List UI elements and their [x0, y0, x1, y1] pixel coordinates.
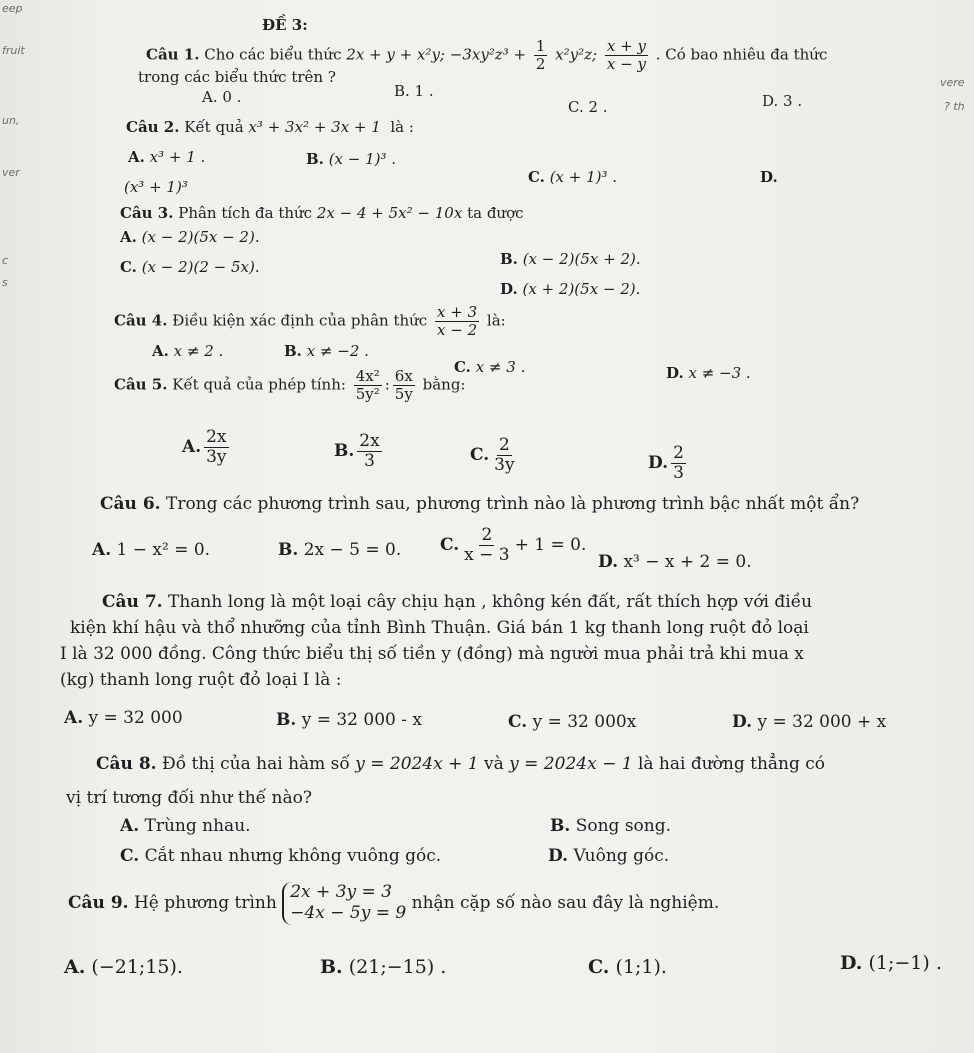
question-7: [102, 592, 812, 612]
equation: 2x + 3y = 3: [290, 882, 392, 902]
expression: x³ + 3x² + 3x + 1: [248, 118, 381, 136]
question-text: Điều kiện xác định của phân thức: [172, 311, 428, 330]
option-label: C.: [454, 358, 471, 376]
option-b[interactable]: [334, 432, 385, 471]
numerator: 2x: [359, 431, 380, 451]
option-value: x ≠ 2 .: [173, 342, 224, 360]
question-label: Câu 9.: [68, 892, 129, 913]
margin-note: s: [2, 276, 8, 289]
option-value: Vuông góc.: [573, 846, 670, 866]
margin-note: eep: [2, 2, 23, 15]
option-label: B.: [284, 342, 302, 360]
question-tail: là hai đường thẳng có: [637, 754, 826, 774]
option-a[interactable]: [64, 708, 183, 728]
question-text: Đồ thị của hai hàm số: [161, 754, 350, 774]
option-c[interactable]: [508, 712, 636, 732]
fraction: [393, 368, 415, 403]
equation-system: [282, 882, 406, 925]
option-b[interactable]: [278, 540, 401, 560]
equation: −4x − 5y = 9: [290, 903, 407, 924]
option-c[interactable]: C. 2 .: [568, 98, 608, 116]
option-a[interactable]: [120, 228, 260, 246]
question-label: Câu 7.: [102, 592, 163, 612]
question-label: Câu 6.: [100, 494, 161, 514]
option-label: C.: [508, 712, 528, 732]
question-text: Cho các biểu thức: [204, 45, 342, 64]
option-b[interactable]: B. 1 .: [394, 82, 434, 100]
option-value: y = 32 000 + x: [757, 712, 887, 732]
option-label: C.: [528, 168, 545, 186]
option-label: B.: [276, 710, 297, 730]
denominator: x − y: [606, 54, 646, 73]
option-a[interactable]: [120, 816, 251, 836]
option-value: (1;−1) .: [868, 952, 942, 974]
option-d[interactable]: D. 3 .: [762, 92, 803, 110]
question-5: [114, 368, 465, 403]
option-value: y = 32 000x: [532, 712, 637, 732]
option-value: Trùng nhau.: [144, 816, 251, 836]
option-value: x ≠ −3 .: [688, 364, 751, 382]
question-tail: là:: [486, 311, 506, 330]
fraction: [462, 526, 511, 565]
option-d[interactable]: [732, 712, 886, 732]
fraction: [534, 38, 548, 73]
option-label: D.: [760, 168, 778, 186]
question-text: Thanh long là một loại cây chịu hạn , không kén đất, rất thích hợp với điều: [167, 592, 813, 612]
option-d-value: (x³ + 1)³: [124, 178, 188, 196]
denominator: 3: [673, 462, 684, 483]
option-label: D.: [732, 712, 753, 732]
option-a[interactable]: [182, 428, 232, 467]
question-9: [68, 882, 719, 925]
question-6: [100, 494, 859, 514]
fraction: [492, 436, 516, 475]
numerator: x + y: [606, 37, 646, 55]
margin-note: ? th: [944, 100, 965, 113]
option-label: C.: [120, 846, 140, 866]
option-label: A.: [64, 708, 84, 728]
question-label: Câu 4.: [114, 311, 168, 330]
option-b[interactable]: [550, 816, 671, 836]
option-value: (x − 2)(5x − 2).: [141, 228, 260, 246]
option-label: A.: [182, 437, 202, 458]
fraction: [357, 432, 381, 471]
question-label: Câu 8.: [96, 754, 157, 774]
question-text: Trong các phương trình sau, phương trình nào là phương trình bậc nhất một ẩn?: [165, 494, 860, 514]
margin-note: vere: [940, 76, 965, 89]
margin-note: c: [2, 254, 9, 267]
question-tail: ta được: [467, 204, 524, 222]
option-value: 1 − x² = 0.: [116, 540, 211, 560]
option-label: B.: [306, 150, 324, 168]
question-text: trong các biểu thức trên ?: [138, 68, 336, 86]
question-text: Kết quả: [184, 118, 244, 136]
denominator: 3: [364, 450, 375, 471]
question-tail: bằng:: [422, 375, 466, 394]
margin-note: ver: [2, 166, 20, 179]
expression: y = 2024x + 1: [355, 754, 479, 774]
option-b[interactable]: [276, 710, 422, 730]
denominator: 3y: [494, 454, 515, 475]
option-value: (1;1).: [615, 956, 667, 978]
question-tail: . Có bao nhiêu đa thức: [655, 45, 828, 64]
option-a[interactable]: [64, 956, 183, 978]
numerator: 2x: [206, 427, 227, 447]
option-label: B.: [320, 956, 343, 978]
question-text: vị trí tương đối như thế nào?: [66, 788, 312, 808]
numerator: 2: [498, 435, 510, 455]
option-label: C.: [588, 956, 610, 978]
fraction: [204, 428, 228, 467]
numerator: 6x: [394, 367, 413, 385]
option-b[interactable]: [320, 956, 446, 978]
denominator: 3y: [206, 446, 227, 467]
question-label: Câu 1.: [146, 45, 200, 64]
question-2: [126, 118, 414, 136]
option-value: y = 32 000: [88, 708, 183, 728]
option-value: (x + 2)(5x − 2).: [522, 280, 641, 298]
question-label: Câu 2.: [126, 118, 180, 136]
option-value: Cắt nhau nhưng không vuông góc.: [144, 846, 442, 866]
option-value: x³ + 1 .: [149, 148, 206, 166]
question-3: [120, 204, 524, 222]
option-b[interactable]: [306, 150, 396, 168]
option-d[interactable]: [666, 364, 751, 382]
fraction: [435, 304, 479, 339]
question-tail: là :: [390, 118, 414, 136]
option-label: A.: [120, 228, 137, 246]
question-8: [96, 754, 825, 774]
option-c[interactable]: [120, 846, 441, 866]
option-value: Song song.: [575, 816, 672, 836]
expression: −3xy²z³ +: [449, 45, 527, 64]
option-label: A.: [152, 342, 169, 360]
option-label: A.: [120, 816, 140, 836]
option-d[interactable]: [840, 952, 942, 974]
question-label: Câu 3.: [120, 204, 174, 222]
denominator: 5y: [394, 384, 413, 403]
expression: 2x − 4 + 5x² − 10x: [316, 204, 463, 222]
option-d[interactable]: [500, 280, 640, 298]
expression: y = 2024x − 1: [509, 754, 633, 774]
question-text: kiện khí hậu và thổ nhưỡng của tỉnh Bình Thuận. Giá bán 1 kg thanh long ruột đỏ loại: [70, 618, 809, 638]
option-value: x ≠ 3 .: [475, 358, 526, 376]
option-c[interactable]: [588, 956, 667, 978]
option-label: A.: [92, 540, 112, 560]
option-value: (x − 2)(2 − 5x).: [141, 258, 260, 276]
option-c[interactable]: [440, 526, 586, 565]
margin-note: fruit: [2, 44, 25, 57]
option-value: (x − 2)(5x + 2).: [522, 250, 641, 268]
question-label: Câu 5.: [114, 375, 168, 394]
option-d[interactable]: [648, 444, 689, 483]
option-label: D.: [666, 364, 684, 382]
denominator: 2: [535, 54, 546, 73]
question-tail: nhận cặp số nào sau đây là nghiệm.: [411, 892, 720, 913]
option-label: D.: [500, 280, 518, 298]
option-label: A.: [128, 148, 145, 166]
option-b[interactable]: [500, 250, 641, 268]
numerator: 2: [673, 443, 684, 463]
option-a[interactable]: [152, 342, 223, 360]
option-value: (−21;15).: [91, 956, 183, 978]
option-label: D.: [598, 552, 619, 572]
option-label: C.: [440, 535, 460, 556]
numerator: x + 3: [437, 303, 478, 321]
option-value: x ≠ −2 .: [306, 342, 369, 360]
denominator: x − 3: [464, 544, 510, 565]
option-label: B.: [550, 816, 571, 836]
exam-title: ĐỀ 3:: [262, 16, 308, 34]
option-a[interactable]: [92, 540, 210, 560]
option-label: D.: [548, 846, 569, 866]
denominator: x − 2: [437, 320, 478, 339]
option-value: 2x − 5 = 0.: [303, 540, 402, 560]
option-value: x³ − x + 2 = 0.: [623, 552, 752, 572]
option-label: B.: [334, 441, 355, 462]
option-c[interactable]: [470, 436, 520, 475]
margin-note: un,: [2, 114, 20, 127]
operator: :: [384, 375, 390, 394]
option-d[interactable]: [598, 552, 752, 572]
expression: 2x + y + x²y;: [346, 45, 445, 64]
option-value: y = 32 000 - x: [301, 710, 422, 730]
option-label: A.: [64, 956, 86, 978]
option-label: C.: [470, 445, 490, 466]
option-value: + 1 = 0.: [514, 535, 587, 556]
option-d[interactable]: [760, 168, 778, 186]
question-4: [114, 304, 506, 339]
question-text: Kết quả của phép tính:: [172, 375, 346, 394]
option-label: B.: [500, 250, 518, 268]
option-label: D.: [648, 453, 669, 474]
question-text: Phân tích đa thức: [178, 204, 313, 222]
fraction: [354, 368, 382, 403]
option-c[interactable]: [528, 168, 617, 186]
option-label: C.: [120, 258, 137, 276]
option-value: (21;−15) .: [348, 956, 447, 978]
denominator: 5y²: [355, 384, 380, 403]
question-text: và: [484, 754, 504, 774]
question-text: (kg) thanh long ruột đỏ loại I là :: [60, 670, 342, 690]
fraction: [605, 38, 648, 73]
numerator: 1: [535, 37, 546, 55]
option-d[interactable]: [548, 846, 669, 866]
option-b[interactable]: [284, 342, 369, 360]
numerator: 2: [481, 525, 493, 545]
numerator: 4x²: [355, 367, 380, 385]
option-a[interactable]: [128, 148, 205, 166]
expression: x²y²z;: [555, 45, 598, 64]
option-a[interactable]: A. 0 .: [202, 88, 242, 106]
option-c[interactable]: [120, 258, 260, 276]
option-label: B.: [278, 540, 299, 560]
option-value: (x − 1)³ .: [328, 150, 397, 168]
option-label: D.: [840, 952, 863, 974]
question-text: I là 32 000 đồng. Công thức biểu thị số tiền y (đồng) mà người mua phải trả khi mua x: [60, 644, 804, 664]
fraction: [671, 444, 686, 483]
question-text: Hệ phương trình: [133, 892, 277, 913]
option-value: (x + 1)³ .: [549, 168, 618, 186]
